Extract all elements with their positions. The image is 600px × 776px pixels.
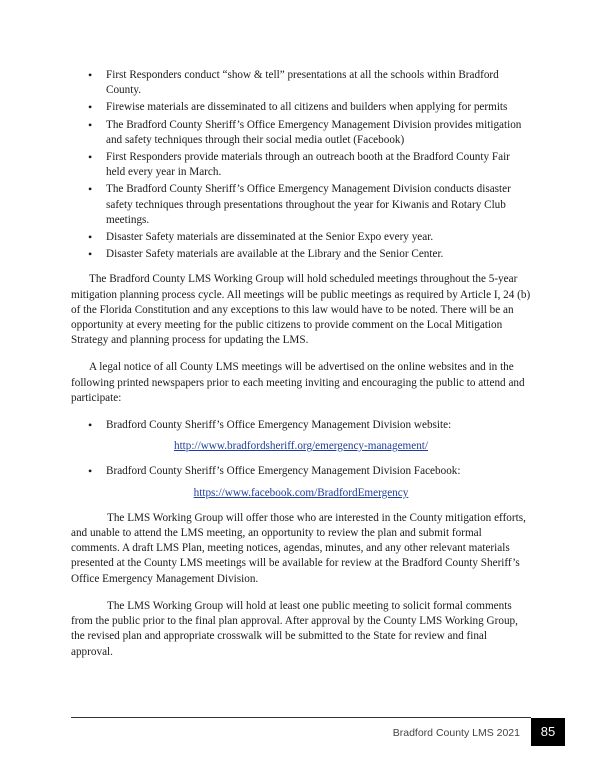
facebook-list-item xyxy=(71,464,531,479)
facebook-label: Bradford County Sheriff’s Office Emergency Management Division Facebook: xyxy=(106,465,461,478)
outreach-bullet-list xyxy=(71,68,531,262)
website-link-line xyxy=(71,439,531,454)
page-content xyxy=(71,68,531,672)
meetings-paragraph: The Bradford County LMS Working Group will hold scheduled meetings throughout the 5-year mitigation planning process cycle. All meetings will be public meetings as required by Article I, 24 (b) of the Florida Constitution and any exceptions to this law would have to be noted. There will be an opportunity at every meeting for the public citizens to provide comment on the Local Mitigation Strategy and planning process for updating the LMS. xyxy=(71,273,531,347)
website-link[interactable]: http://www.bradfordsheriff.org/emergency-management/ xyxy=(173,440,429,453)
page-number: 85 xyxy=(531,718,565,746)
list-item: • The Bradford County Sheriff’s Office Emergency Management Division conducts disaster safety techniques through presentations throughout the year for Kiwanis and Rotary Club meetings. xyxy=(71,182,531,228)
footer-document-title: Bradford County LMS 2021 xyxy=(392,727,520,739)
list-item: • Firewise materials are disseminated to all citizens and builders when applying for permits xyxy=(71,100,531,115)
website-list-item xyxy=(71,418,531,433)
website-label: Bradford County Sheriff’s Office Emergency Management Division website: xyxy=(106,419,452,432)
list-item: • Disaster Safety materials are disseminated at the Senior Expo every year. xyxy=(71,230,531,245)
facebook-link[interactable]: https://www.facebook.com/BradfordEmergency xyxy=(193,486,409,499)
list-item: • First Responders conduct “show & tell” presentations at all the schools within Bradford County. xyxy=(71,68,531,98)
public-meeting-paragraph: The LMS Working Group will hold at least one public meeting to solicit formal comments from the public prior to the final plan approval. After approval by the County LMS Working Group, the revised plan and appropriate crosswalk will be submitted to the State for review and final approval. xyxy=(71,599,518,658)
bullet-icon: • xyxy=(88,464,93,479)
review-paragraph: The LMS Working Group will offer those who are interested in the County mitigation efforts, and unable to attend the LMS meeting, an opportunity to review the plan and submit formal comments. A draft LMS Plan, meeting notices, agendas, minutes, and any other relevant materials presented at the County LMS meetings will be available for review at the Bradford County Sheriff’s Office Emergency Management Division. xyxy=(71,511,526,585)
legal-notice-paragraph: A legal notice of all County LMS meetings will be advertised on the online websites and in the following printed newspapers prior to each meeting inviting and encouraging the public to attend and participate: xyxy=(71,361,525,404)
footer-divider xyxy=(71,717,531,718)
bullet-icon: • xyxy=(88,418,93,433)
list-item: • The Bradford County Sheriff’s Office Emergency Management Division provides mitigation and safety techniques through their social media outlet (Facebook) xyxy=(71,118,531,148)
list-item: • First Responders provide materials through an outreach booth at the Bradford County Fair held every year in March. xyxy=(71,150,531,180)
facebook-link-line xyxy=(71,486,531,501)
list-item: • Disaster Safety materials are available at the Library and the Senior Center. xyxy=(71,247,531,262)
